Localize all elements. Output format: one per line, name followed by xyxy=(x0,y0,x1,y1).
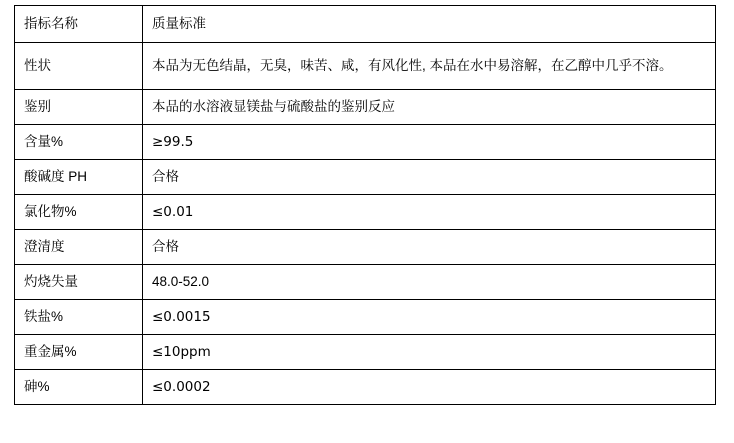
table-row xyxy=(15,300,716,335)
row-value: 合格 xyxy=(143,230,716,265)
row-value: ≥99.5 xyxy=(143,125,716,160)
specification-table xyxy=(14,5,716,405)
table-row xyxy=(15,195,716,230)
row-label: 性状 xyxy=(15,43,143,90)
row-label: 重金属% xyxy=(15,335,143,370)
row-label: 砷% xyxy=(15,370,143,405)
row-value: ≤10ppm xyxy=(143,335,716,370)
table-row xyxy=(15,125,716,160)
row-value: 48.0-52.0 xyxy=(143,265,716,300)
row-label: 鉴别 xyxy=(15,90,143,125)
row-value: ≤0.0015 xyxy=(143,300,716,335)
document-page xyxy=(0,5,734,443)
table-row xyxy=(15,265,716,300)
row-value: 本品为无色结晶，无臭，味苦、咸，有风化性, 本品在水中易溶解，在乙醇中几乎不溶。 xyxy=(143,43,716,90)
row-value: ≤0.01 xyxy=(143,195,716,230)
column-header-quality-standard: 质量标准 xyxy=(143,6,716,43)
row-label: 氯化物% xyxy=(15,195,143,230)
table-row xyxy=(15,160,716,195)
table-row xyxy=(15,335,716,370)
column-header-indicator-name: 指标名称 xyxy=(15,6,143,43)
table-row xyxy=(15,90,716,125)
table-row xyxy=(15,43,716,90)
row-label: 澄清度 xyxy=(15,230,143,265)
table-row xyxy=(15,230,716,265)
table-row xyxy=(15,370,716,405)
row-label: 含量% xyxy=(15,125,143,160)
row-value: ≤0.0002 xyxy=(143,370,716,405)
row-value: 合格 xyxy=(143,160,716,195)
row-label: 酸碱度 PH xyxy=(15,160,143,195)
row-label: 铁盐% xyxy=(15,300,143,335)
row-value: 本品的水溶液显镁盐与硫酸盐的鉴别反应 xyxy=(143,90,716,125)
row-label: 灼烧失量 xyxy=(15,265,143,300)
table-header-row xyxy=(15,6,716,43)
